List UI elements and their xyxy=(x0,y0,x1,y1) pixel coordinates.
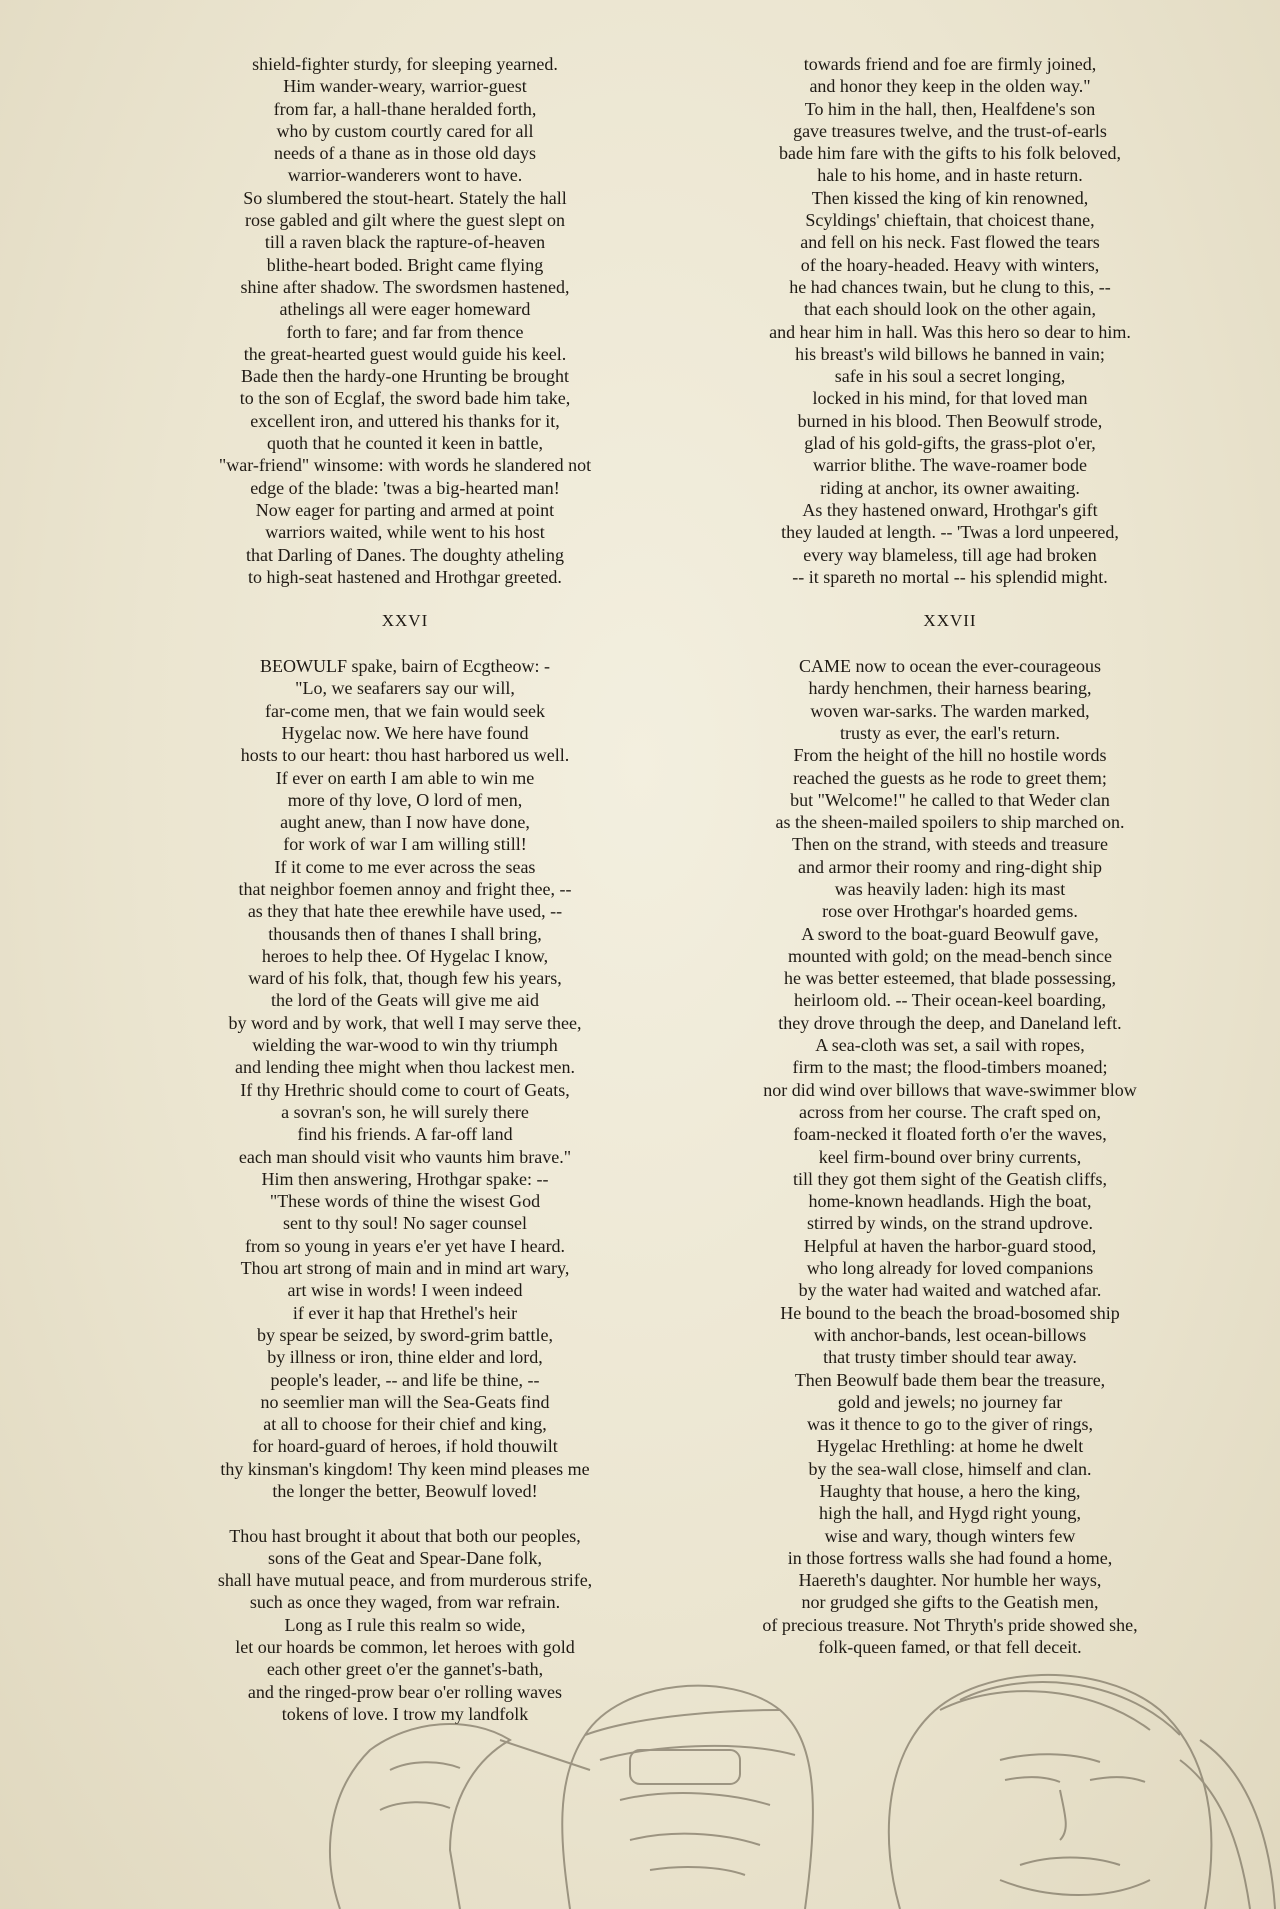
poem-line: aught anew, than I now have done, xyxy=(280,812,530,833)
poem-line: to the son of Ecglaf, the sword bade him take, xyxy=(239,388,571,409)
poem-line: they lauded at length. -- 'Twas a lord unpeered, xyxy=(781,522,1119,543)
poem-line: Thou art strong of main and in mind art wary, xyxy=(240,1258,570,1279)
poem-line: shield-fighter sturdy, for sleeping yearned. xyxy=(252,54,558,74)
right-column xyxy=(670,53,1230,1658)
poem-line: till a raven black the rapture-of-heaven xyxy=(264,232,546,253)
poem-line: trusty as ever, the earl's return. xyxy=(840,722,1060,743)
poem-line: locked in his mind, for that loved man xyxy=(812,388,1088,409)
poem-line: Scyldings' chieftain, that choicest thane, xyxy=(805,210,1095,231)
poem-line: if ever it hap that Hrethel's heir xyxy=(292,1302,518,1323)
poem-line: was heavily laden: high its mast xyxy=(834,878,1066,899)
poem-line: BEOWULF spake, bairn of Ecgtheow: - xyxy=(260,656,550,677)
poem-line: blithe-heart boded. Bright came flying xyxy=(266,254,544,275)
poem-line: home-known headlands. High the boat, xyxy=(808,1191,1092,1212)
poem-line: So slumbered the stout-heart. Stately the hall xyxy=(243,187,567,208)
poem-line: If ever on earth I am able to win me xyxy=(275,767,535,788)
poem-line: every way blameless, till age had broken xyxy=(803,544,1097,565)
poem-line: thousands then of thanes I shall bring, xyxy=(268,923,542,944)
right-top-stanza xyxy=(670,53,1230,588)
poem-line: quoth that he counted it keen in battle, xyxy=(267,433,543,454)
poem-line: and fell on his neck. Fast flowed the tears xyxy=(800,232,1100,253)
poem-line: Thou hast brought it about that both our peoples, xyxy=(229,1525,581,1546)
poem-line: heroes to help thee. Of Hygelac I know, xyxy=(261,945,549,966)
poem-line: was it thence to go to the giver of rings, xyxy=(807,1414,1093,1435)
poem-line: sent to thy soul! No sager counsel xyxy=(283,1213,527,1234)
poem-line: excellent iron, and uttered his thanks for it, xyxy=(250,410,560,431)
poem-line: who by custom courtly cared for all xyxy=(276,120,534,141)
poem-line: firm to the mast; the flood-timbers moaned; xyxy=(792,1057,1108,1078)
poem-line: A sea-cloth was set, a sail with ropes, xyxy=(815,1035,1085,1056)
poem-line: warriors waited, while went to his host xyxy=(265,522,545,543)
poem-line: Then Beowulf bade them bear the treasure, xyxy=(794,1369,1106,1390)
poem-line: the lord of the Geats will give me aid xyxy=(271,990,539,1011)
poem-line: let our hoards be common, let heroes with gold xyxy=(235,1637,575,1658)
poem-line: "war-friend" winsome: with words he slandered not xyxy=(218,455,592,476)
poem-line: that neighbor foemen annoy and fright thee, -- xyxy=(238,878,572,899)
poem-line: rose over Hrothgar's hoarded gems. xyxy=(822,901,1078,922)
poem-line: such as once they waged, from war refrain. xyxy=(249,1592,561,1613)
poem-line: by spear be seized, by sword-grim battle, xyxy=(257,1324,553,1345)
poem-line: to high-seat hastened and Hrothgar greeted. xyxy=(248,566,562,587)
poem-line: no seemlier man will the Sea-Geats find xyxy=(260,1391,550,1412)
warriors-illustration xyxy=(300,1640,1280,1909)
poem-line: the longer the better, Beowulf loved! xyxy=(272,1481,538,1501)
poem-line: each man should visit who vaunts him brave." xyxy=(238,1146,572,1167)
poem-line: find his friends. A far-off land xyxy=(297,1124,513,1145)
poem-line: of the hoary-headed. Heavy with winters, xyxy=(800,254,1100,275)
poem-line: till they got them sight of the Geatish cliffs, xyxy=(792,1168,1108,1189)
poem-line: shall have mutual peace, and from murderous strife, xyxy=(217,1570,593,1591)
poem-line: glad of his gold-gifts, the grass-plot o'er, xyxy=(804,433,1096,454)
poem-line: burned in his blood. Then Beowulf strode, xyxy=(797,410,1103,431)
poem-line: "Lo, we seafarers say our will, xyxy=(295,678,515,699)
poem-line: towards friend and foe are firmly joined, xyxy=(803,54,1097,74)
poem-line: for hoard-guard of heroes, if hold thouwilt xyxy=(252,1436,558,1457)
poem-line: Then kissed the king of kin renowned, xyxy=(811,187,1089,208)
poem-line: they drove through the deep, and Daneland left. xyxy=(778,1012,1122,1033)
poem-line: From the height of the hill no hostile words xyxy=(793,745,1107,766)
poem-line: Then on the strand, with steeds and treasure xyxy=(792,834,1108,855)
poem-line: Now eager for parting and armed at point xyxy=(255,499,555,520)
poem-line: and hear him in hall. Was this hero so dear to him. xyxy=(769,321,1131,342)
poem-line: reached the guests as he rode to greet them; xyxy=(793,767,1107,788)
poem-line: and honor they keep in the olden way." xyxy=(809,76,1091,97)
poem-line: thy kinsman's kingdom! Thy keen mind pleases me xyxy=(220,1458,590,1479)
poem-line: nor did wind over billows that wave-swimmer blow xyxy=(763,1079,1137,1100)
poem-line: keel firm-bound over briny currents, xyxy=(818,1146,1082,1167)
poem-line: he had chances twain, but he clung to this, -- xyxy=(789,276,1111,297)
poem-line: Bade then the hardy-one Hrunting be brought xyxy=(241,366,569,387)
poem-line: "These words of thine the wisest God xyxy=(269,1191,541,1212)
poem-line: A sword to the boat-guard Beowulf gave, xyxy=(801,923,1099,944)
poem-line: bade him fare with the gifts to his folk beloved, xyxy=(779,143,1121,164)
poem-line: his breast's wild billows he banned in vain; xyxy=(795,343,1105,364)
poem-line: more of thy love, O lord of men, xyxy=(287,789,523,810)
poem-line: foam-necked it floated forth o'er the waves, xyxy=(793,1124,1107,1145)
poem-line: Long as I rule this realm so wide, xyxy=(284,1614,526,1635)
helmet-outline xyxy=(562,1686,813,1909)
poem-line: folk-queen famed, or that fell deceit. xyxy=(818,1637,1082,1658)
left-section-stanza xyxy=(125,655,685,1502)
poem-line: athelings all were eager homeward xyxy=(279,299,531,320)
left-column xyxy=(125,53,685,1725)
poem-line: each other greet o'er the gannet's-bath, xyxy=(266,1659,544,1680)
poem-line: wise and wary, though winters few xyxy=(824,1525,1076,1546)
poem-line: Hygelac Hrethling: at home he dwelt xyxy=(816,1436,1084,1457)
poem-line: by the water had waited and watched afar. xyxy=(798,1280,1102,1301)
poem-line: edge of the blade: 'twas a big-hearted man! xyxy=(250,477,560,498)
poem-line: warrior-wanderers wont to have. xyxy=(287,165,523,186)
poem-line: ward of his folk, that, though few his years, xyxy=(248,968,562,989)
poem-line: high the hall, and Hygd right young, xyxy=(819,1503,1081,1524)
poem-line: Helpful at haven the harbor-guard stood, xyxy=(803,1235,1097,1256)
poem-line: forth to fare; and far from thence xyxy=(286,321,524,342)
poem-line: nor grudged she gifts to the Geatish men, xyxy=(801,1592,1099,1613)
poem-line: As they hastened onward, Hrothgar's gift xyxy=(802,499,1098,520)
poem-line: Him wander-weary, warrior-guest xyxy=(283,76,527,97)
poem-line: stirred by winds, on the strand updrove. xyxy=(807,1213,1093,1234)
poem-line: by the sea-wall close, himself and clan. xyxy=(808,1458,1092,1479)
poem-line: who long already for loved companions xyxy=(806,1258,1094,1279)
poem-line: wielding the war-wood to win thy triumph xyxy=(252,1035,558,1056)
poem-line: Him then answering, Hrothgar spake: -- xyxy=(261,1168,549,1189)
axe-outline xyxy=(330,1724,510,1909)
poem-line: Hygelac now. We here have found xyxy=(281,722,529,743)
poem-line: by word and by work, that well I may serve thee, xyxy=(228,1012,582,1033)
poem-line: Haereth's daughter. Nor humble her ways, xyxy=(798,1570,1102,1591)
poem-line: He bound to the beach the broad-bosomed ship xyxy=(780,1302,1120,1323)
section-heading-xxvi: XXVI xyxy=(381,611,429,631)
head-outline xyxy=(889,1675,1212,1909)
poem-line: CAME now to ocean the ever-courageous xyxy=(798,656,1102,677)
poem-line: that Darling of Danes. The doughty atheling xyxy=(245,544,565,565)
poem-line: mounted with gold; on the mead-bench since xyxy=(788,945,1112,966)
poem-line: riding at anchor, its owner awaiting. xyxy=(820,477,1080,498)
poem-line: hale to his home, and in haste return. xyxy=(817,165,1083,186)
poem-line: for work of war I am willing still! xyxy=(283,834,527,855)
poem-line: at all to choose for their chief and king, xyxy=(263,1414,547,1435)
poem-line: and armor their roomy and ring-dight ship xyxy=(798,856,1102,877)
poem-line: gold and jewels; no journey far xyxy=(837,1391,1063,1412)
poem-line: across from her course. The craft sped on, xyxy=(798,1101,1102,1122)
left-top-stanza xyxy=(125,53,685,588)
right-section-stanza xyxy=(670,655,1230,1658)
poem-line: If it come to me ever across the seas xyxy=(274,856,536,877)
poem-line: from far, a hall-thane heralded forth, xyxy=(273,98,537,119)
poem-line: heirloom old. -- Their ocean-keel boarding, xyxy=(793,990,1107,1011)
poem-line: gave treasures twelve, and the trust-of-earls xyxy=(793,120,1107,141)
poem-line: If thy Hrethric should come to court of Geats, xyxy=(240,1079,570,1100)
poem-line: hosts to our heart: thou hast harbored us well. xyxy=(240,745,570,766)
poem-line: of precious treasure. Not Thryth's pride showed she, xyxy=(762,1614,1138,1635)
poem-line: in those fortress walls she had found a home, xyxy=(787,1547,1113,1568)
poem-line: by illness or iron, thine elder and lord, xyxy=(267,1347,543,1368)
poem-line: far-come men, that we fain would seek xyxy=(264,700,546,721)
section-heading-xxvii: XXVII xyxy=(923,611,977,631)
poem-line: and the ringed-prow bear o'er rolling waves xyxy=(247,1681,563,1702)
poem-line: warrior blithe. The wave-roamer bode xyxy=(812,455,1088,476)
poem-line: as the sheen-mailed spoilers to ship marched on. xyxy=(775,812,1125,833)
poem-line: -- it spareth no mortal -- his splendid might. xyxy=(792,566,1108,587)
poem-line: shine after shadow. The swordsmen hastened, xyxy=(240,276,570,297)
poem-line: tokens of love. I trow my landfolk xyxy=(281,1703,529,1724)
poem-line: Haughty that house, a hero the king, xyxy=(819,1481,1081,1501)
poem-line: and lending thee might when thou lackest men. xyxy=(235,1057,575,1078)
poem-line: sons of the Geat and Spear-Dane folk, xyxy=(267,1547,543,1568)
poem-line: from so young in years e'er yet have I heard. xyxy=(244,1235,566,1256)
poem-line: people's leader, -- and life be thine, -- xyxy=(270,1369,540,1390)
poem-line: he was better esteemed, that blade possessing, xyxy=(784,968,1116,989)
poem-line: rose gabled and gilt where the guest slept on xyxy=(245,210,565,231)
poem-line: woven war-sarks. The warden marked, xyxy=(810,700,1090,721)
poem-line: a sovran's son, he will surely there xyxy=(281,1101,529,1122)
poem-line: as they that hate thee erewhile have used, -- xyxy=(247,901,563,922)
poem-line: art wise in words! I ween indeed xyxy=(287,1280,523,1301)
poem-line: hardy henchmen, their harness bearing, xyxy=(808,678,1092,699)
poem-line: To him in the hall, then, Healfdene's son xyxy=(804,98,1096,119)
poem-line: but "Welcome!" he called to that Weder clan xyxy=(790,789,1110,810)
poem-line: the great-hearted guest would guide his keel. xyxy=(243,343,567,364)
poem-line: that each should look on the other again, xyxy=(804,299,1096,320)
poem-line: with anchor-bands, lest ocean-billows xyxy=(813,1324,1087,1345)
poem-line: that trusty timber should tear away. xyxy=(823,1347,1077,1368)
poem-line: needs of a thane as in those old days xyxy=(274,143,536,164)
poem-line: safe in his soul a secret longing, xyxy=(834,366,1066,387)
